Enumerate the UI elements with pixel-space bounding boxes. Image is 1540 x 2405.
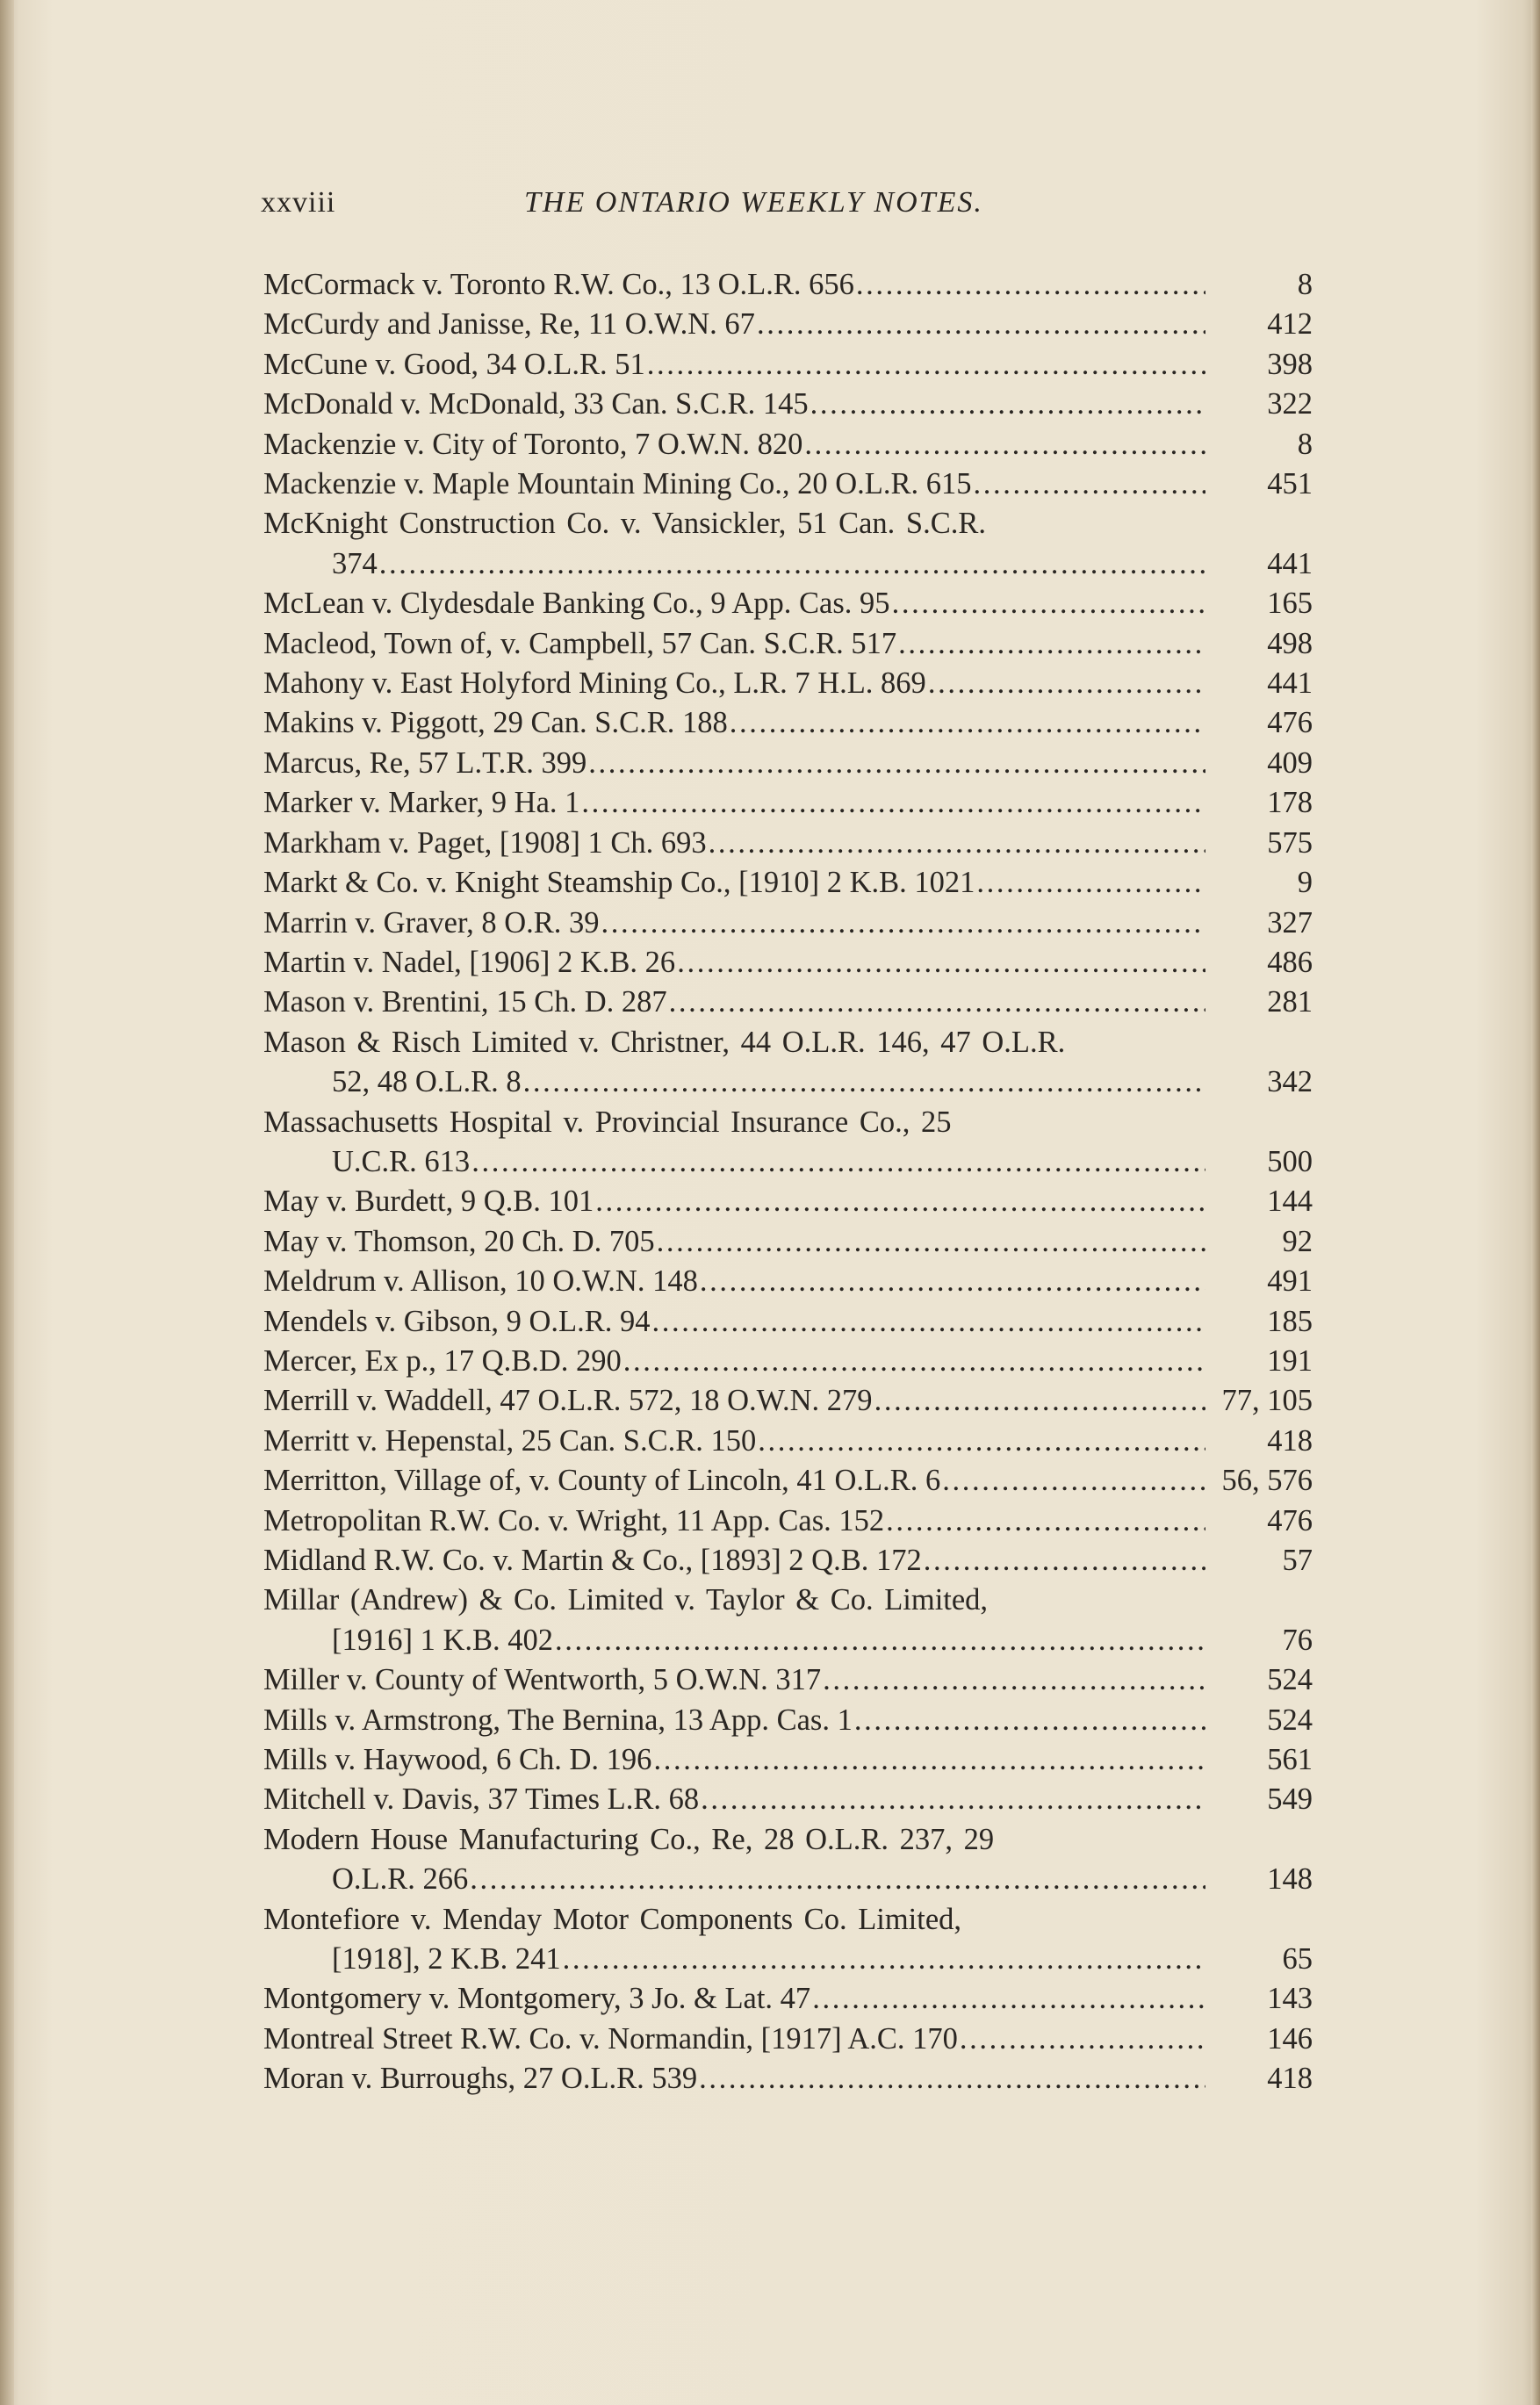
dot-leader <box>657 1222 1205 1262</box>
case-citation: Mills v. Haywood, 6 Ch. D. 196 <box>263 1743 652 1777</box>
case-citation: Mendels v. Gibson, 9 O.L.R. 94 <box>263 1304 651 1338</box>
list-item <box>263 1262 1313 1301</box>
case-citation: Marcus, Re, 57 L.T.R. 399 <box>263 745 587 780</box>
case-citation: Miller v. County of Wentworth, 5 O.W.N. 317 <box>263 1663 822 1697</box>
dot-leader <box>892 584 1205 623</box>
page-reference: 148 <box>1267 1862 1313 1897</box>
dot-leader <box>652 1302 1206 1342</box>
dot-leader <box>812 1979 1205 2019</box>
dot-leader <box>898 624 1205 664</box>
case-citation: [1916] 1 K.B. 402 <box>332 1623 554 1657</box>
case-citation: Markham v. Paget, [1908] 1 Ch. 693 <box>263 825 707 860</box>
dot-leader <box>653 1740 1205 1780</box>
case-citation: May v. Burdett, 9 Q.B. 101 <box>263 1184 594 1219</box>
case-citation: Marker v. Marker, 9 Ha. 1 <box>263 786 580 820</box>
page-reference: 322 <box>1267 387 1313 421</box>
page-reference: 476 <box>1267 706 1313 740</box>
page-number: xxviii <box>261 186 336 219</box>
page-reference: 178 <box>1267 786 1313 820</box>
page-reference: 92 <box>1282 1224 1313 1258</box>
case-citation: Martin v. Nadel, [1906] 2 K.B. 26 <box>263 945 676 979</box>
dot-leader <box>555 1621 1205 1660</box>
page-reference: 342 <box>1267 1065 1313 1099</box>
list-item <box>263 1900 1313 1980</box>
dot-leader <box>823 1660 1205 1700</box>
dot-leader <box>588 744 1205 783</box>
page-reference: 57 <box>1282 1544 1313 1577</box>
case-citation: Mills v. Armstrong, The Bernina, 13 App. Cas. 1 <box>263 1703 853 1737</box>
page-reference: 76 <box>1282 1623 1313 1657</box>
case-citation-first-line: Mason & Risch Limited v. Christner, 44 O.L.R. 146, 47 O.L.R. <box>263 1025 1066 1059</box>
page-reference: 65 <box>1282 1942 1313 1977</box>
case-citation: Meldrum v. Allison, 10 O.W.N. 148 <box>263 1264 698 1299</box>
case-citation: 374 <box>332 546 378 580</box>
page-reference: 398 <box>1267 347 1313 381</box>
case-citation-first-line: Millar (Andrew) & Co. Limited v. Taylor & Co. Limited, <box>263 1583 989 1617</box>
dot-leader <box>804 425 1205 464</box>
page-reference: 491 <box>1267 1264 1313 1299</box>
list-item <box>263 1023 1313 1103</box>
case-citation: McCurdy and Janisse, Re, 11 O.W.N. 67 <box>263 307 755 342</box>
dot-leader <box>595 1182 1205 1221</box>
list-item <box>263 904 1313 943</box>
case-citation: Merritton, Village of, v. County of Lincoln, 41 O.L.R. 6 <box>263 1464 941 1498</box>
case-citation: Mahony v. East Holyford Mining Co., L.R. 7 H.L. 869 <box>263 666 926 701</box>
list-item <box>263 624 1313 664</box>
case-citation: Mercer, Ex p., 17 Q.B.D. 290 <box>263 1343 622 1378</box>
page-reference: 575 <box>1267 825 1313 860</box>
case-citation: Montreal Street R.W. Co. v. Normandin, [1917] A.C. 170 <box>263 2021 958 2056</box>
page-binding-edge <box>0 0 14 2405</box>
case-citation: Marrin v. Graver, 8 O.R. 39 <box>263 905 600 940</box>
list-item <box>263 265 1313 305</box>
page-reference: 498 <box>1267 626 1313 660</box>
dot-leader <box>856 265 1205 305</box>
dot-leader <box>976 863 1205 903</box>
dot-leader <box>701 1780 1205 1819</box>
page-reference: 412 <box>1267 307 1313 342</box>
dot-leader <box>854 1701 1205 1740</box>
list-item <box>263 504 1313 584</box>
case-citation: Mackenzie v. City of Toronto, 7 O.W.N. 820 <box>263 427 803 461</box>
page-reference: 418 <box>1267 1423 1313 1458</box>
list-item <box>263 2020 1313 2059</box>
page-reference: 56, 576 <box>1221 1464 1313 1498</box>
list-item <box>263 1541 1313 1581</box>
case-citation: [1918], 2 K.B. 241 <box>332 1942 561 1977</box>
page-reference: 77, 105 <box>1221 1384 1313 1418</box>
page-reference: 143 <box>1267 1982 1313 2016</box>
list-item <box>263 1820 1313 1900</box>
page-reference: 409 <box>1267 745 1313 780</box>
case-citation: Midland R.W. Co. v. Martin & Co., [1893] 2 Q.B. 172 <box>263 1544 922 1577</box>
list-item <box>263 1581 1313 1660</box>
list-item <box>263 385 1313 424</box>
list-item <box>263 863 1313 903</box>
list-item <box>263 305 1313 344</box>
dot-leader <box>942 1461 1205 1501</box>
list-item <box>263 1342 1313 1381</box>
dot-leader <box>379 544 1205 584</box>
dot-leader <box>471 1142 1205 1182</box>
case-citation: O.L.R. 266 <box>332 1862 469 1897</box>
case-citation: Merrill v. Waddell, 47 O.L.R. 572, 18 O.W.N. 279 <box>263 1384 873 1418</box>
dot-leader <box>669 983 1205 1022</box>
dot-leader <box>924 1541 1205 1581</box>
list-item <box>263 1979 1313 2019</box>
dot-leader <box>623 1342 1205 1381</box>
dot-leader <box>699 2059 1205 2099</box>
dot-leader <box>601 904 1206 943</box>
case-citation: Moran v. Burroughs, 27 O.L.R. 539 <box>263 2062 698 2096</box>
case-citation: Makins v. Piggott, 29 Can. S.C.R. 188 <box>263 706 728 740</box>
list-item <box>263 1740 1313 1780</box>
case-citation: Markt & Co. v. Knight Steamship Co., [1910] 2 K.B. 1021 <box>263 866 975 900</box>
case-citation: Mitchell v. Davis, 37 Times L.R. 68 <box>263 1782 700 1817</box>
case-citation: 52, 48 O.L.R. 8 <box>332 1065 522 1099</box>
list-item <box>263 1222 1313 1262</box>
case-citation: Mackenzie v. Maple Mountain Mining Co., 20 O.L.R. 615 <box>263 467 972 501</box>
dot-leader <box>886 1501 1205 1541</box>
dot-leader <box>563 1940 1205 1979</box>
page-reference: 500 <box>1267 1144 1313 1178</box>
page-reference: 8 <box>1297 427 1313 461</box>
case-citation-first-line: Modern House Manufacturing Co., Re, 28 O.L.R. 237, 29 <box>263 1822 995 1856</box>
list-item <box>263 1422 1313 1461</box>
dot-leader <box>709 824 1205 863</box>
page-reference: 144 <box>1267 1184 1313 1219</box>
dot-leader <box>928 664 1205 703</box>
list-item <box>263 943 1313 983</box>
page-reference: 476 <box>1267 1503 1313 1537</box>
running-title: THE ONTARIO WEEKLY NOTES. <box>524 186 983 219</box>
case-citation: McLean v. Clydesdale Banking Co., 9 App. Cas. 95 <box>263 587 890 621</box>
list-item <box>263 703 1313 743</box>
case-citation: McCormack v. Toronto R.W. Co., 13 O.L.R. 656 <box>263 268 854 301</box>
page-reference: 451 <box>1267 467 1313 501</box>
list-item <box>263 464 1313 504</box>
list-item <box>263 1780 1313 1819</box>
page-fore-edge <box>1531 0 1540 2405</box>
dot-leader <box>470 1860 1205 1899</box>
dot-leader <box>974 464 1206 504</box>
list-item <box>263 1501 1313 1541</box>
dot-leader <box>700 1262 1205 1301</box>
page-reference: 8 <box>1297 268 1313 301</box>
case-citation: McCune v. Good, 34 O.L.R. 51 <box>263 347 645 381</box>
list-item <box>263 345 1313 385</box>
page-reference: 524 <box>1267 1663 1313 1697</box>
dot-leader <box>874 1381 1205 1421</box>
case-citation-first-line: Montefiore v. Menday Motor Components Co. Limited, <box>263 1902 962 1936</box>
list-item <box>263 1701 1313 1740</box>
list-item <box>263 1103 1313 1183</box>
case-citation: Montgomery v. Montgomery, 3 Jo. & Lat. 47 <box>263 1982 811 2016</box>
page-reference: 146 <box>1267 2021 1313 2056</box>
case-citation: Metropolitan R.W. Co. v. Wright, 11 App. Cas. 152 <box>263 1503 885 1537</box>
list-item <box>263 744 1313 783</box>
case-citation: Merritt v. Hepenstal, 25 Can. S.C.R. 150 <box>263 1423 757 1458</box>
list-item <box>263 2059 1313 2099</box>
list-item <box>263 783 1313 823</box>
dot-leader <box>647 345 1205 385</box>
case-citation: U.C.R. 613 <box>332 1144 471 1178</box>
page-reference: 165 <box>1267 587 1313 621</box>
page-reference: 549 <box>1267 1782 1313 1817</box>
list-item <box>263 1660 1313 1700</box>
page-reference: 327 <box>1267 905 1313 940</box>
dot-leader <box>757 305 1205 344</box>
page-reference: 561 <box>1267 1743 1313 1777</box>
page-reference: 441 <box>1267 666 1313 701</box>
page-reference: 441 <box>1267 546 1313 580</box>
dot-leader <box>730 703 1205 743</box>
page-reference: 281 <box>1267 985 1313 1019</box>
dot-leader <box>677 943 1205 983</box>
list-item <box>263 1182 1313 1221</box>
dot-leader <box>758 1422 1205 1461</box>
case-citation: Macleod, Town of, v. Campbell, 57 Can. S.C.R. 517 <box>263 626 897 660</box>
dot-leader <box>810 385 1205 424</box>
list-item <box>263 1381 1313 1421</box>
case-citation: Mason v. Brentini, 15 Ch. D. 287 <box>263 985 667 1019</box>
list-item <box>263 584 1313 623</box>
case-citation: McDonald v. McDonald, 33 Can. S.C.R. 145 <box>263 387 809 421</box>
dot-leader <box>523 1062 1205 1102</box>
page-reference: 486 <box>1267 945 1313 979</box>
list-item <box>263 1461 1313 1501</box>
case-citation: May v. Thomson, 20 Ch. D. 705 <box>263 1224 655 1258</box>
page-reference: 9 <box>1297 866 1313 900</box>
page-reference: 191 <box>1267 1343 1313 1378</box>
running-header <box>261 186 1253 230</box>
list-item <box>263 983 1313 1022</box>
dot-leader <box>581 783 1205 823</box>
dot-leader <box>960 2020 1205 2059</box>
list-item <box>263 1302 1313 1342</box>
list-item <box>263 824 1313 863</box>
case-citation-first-line: Massachusetts Hospital v. Provincial Insurance Co., 25 <box>263 1105 952 1139</box>
list-item <box>263 425 1313 464</box>
page-reference: 524 <box>1267 1703 1313 1737</box>
page-reference: 185 <box>1267 1304 1313 1338</box>
table-of-cases <box>263 265 1313 2099</box>
list-item <box>263 664 1313 703</box>
page-reference: 418 <box>1267 2062 1313 2096</box>
case-citation-first-line: McKnight Construction Co. v. Vansickler, 51 Can. S.C.R. <box>263 507 986 541</box>
